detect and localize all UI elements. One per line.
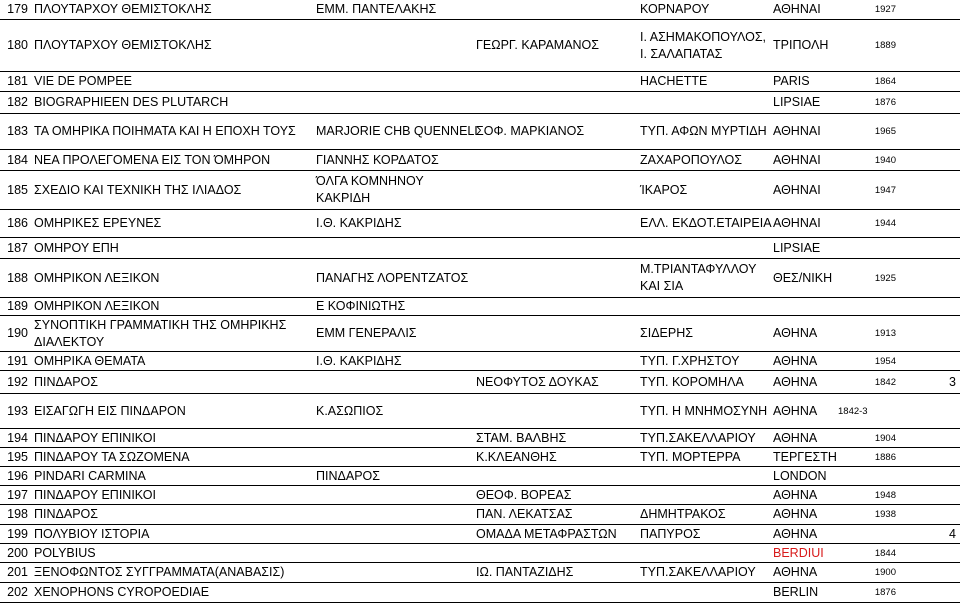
cell-author2: ΙΩ. ΠΑΝΤΑΖΙΔΗΣ — [476, 565, 574, 579]
cell-author1: ΓΙΑΝΝΗΣ ΚΟΡΔΑΤΟΣ — [316, 152, 439, 167]
cell-publisher: ΤΥΠ.ΣΑΚΕΛΛΑΡΙΟΥ — [640, 430, 756, 445]
cell-title: VIE DE POMPEE — [34, 74, 132, 88]
cell-num: 193 — [7, 403, 28, 418]
cell-extra: 3 — [949, 374, 956, 389]
cell-publisher: ΤΥΠ. ΚΟΡΟΜΗΛΑ — [640, 374, 744, 389]
table-row — [0, 429, 960, 448]
cell-title: ΕΙΣΑΓΩΓΗ ΕΙΣ ΠΙΝΔΑΡΟΝ — [34, 403, 186, 418]
cell-publisher: ΕΛΛ. ΕΚΔΟΤ.ΕΤΑΙΡΕΙΑ — [640, 216, 772, 230]
table-row — [0, 114, 960, 150]
cell-author2 — [476, 467, 636, 485]
cell-author2 — [476, 394, 636, 428]
cell-num: 181 — [7, 74, 28, 88]
cell-author2: Κ.ΚΛΕΑΝΘΗΣ — [476, 449, 557, 464]
cell-city: ΑΘΗΝΑΙ — [773, 216, 821, 230]
cell-year: 1925 — [874, 272, 896, 284]
cell-city: ΑΘΗΝΑ — [773, 526, 818, 541]
cell-author2 — [476, 238, 636, 258]
table-row — [0, 467, 960, 486]
cell-city: BERLIN — [773, 585, 819, 599]
table-row — [0, 259, 960, 298]
cell-year — [834, 525, 898, 543]
table-row — [0, 486, 960, 505]
cell-publisher: Μ.ΤΡΙΑΝΤΑΦΥΛΛΟΥ ΚΑΙ ΣΙΑ — [640, 262, 757, 293]
cell-city: ΑΘΗΝΑΙ — [773, 2, 821, 16]
cell-publisher — [640, 544, 770, 562]
cell-num: 190 — [7, 326, 28, 340]
cell-num: 183 — [7, 124, 28, 138]
cell-num: 182 — [7, 95, 28, 109]
cell-publisher: Ι. ΑΣΗΜΑΚΟΠΟΥΛΟΣ, Ι. ΣΑΛΑΠΑΤΑΣ — [640, 29, 767, 61]
table-row — [0, 448, 960, 467]
cell-author2 — [476, 298, 636, 315]
cell-publisher: ΚΟΡΝΑΡΟΥ — [640, 2, 710, 16]
cell-num: 188 — [7, 270, 28, 285]
cell-year: 1938 — [874, 509, 896, 520]
cell-publisher: ΔΗΜΗΤΡΑΚΟΣ — [640, 507, 726, 521]
cell-publisher: HACHETTE — [640, 74, 708, 88]
cell-city: LONDON — [773, 468, 827, 483]
cell-city: LIPSIAE — [773, 240, 821, 255]
cell-publisher: ΖΑΧΑΡΟΠΟΥΛΟΣ — [640, 152, 743, 167]
cell-publisher — [640, 486, 770, 504]
table-row — [0, 394, 960, 429]
table-row — [0, 20, 960, 72]
cell-title: ΠΙΝΔΑΡΟΥ ΕΠΙΝΙΚΟΙ — [34, 487, 156, 502]
cell-title: ΤΑ ΟΜΗΡΙΚΑ ΠΟΙΗΜΑΤΑ ΚΑΙ Η ΕΠΟΧΗ ΤΟΥΣ — [34, 124, 296, 138]
cell-publisher: ΠΑΠΥΡΟΣ — [640, 526, 701, 541]
cell-author1 — [316, 238, 476, 258]
cell-extra — [900, 298, 960, 315]
cell-city: ΑΘΗΝΑ — [773, 487, 818, 502]
cell-year: 1948 — [874, 489, 896, 501]
cell-extra — [900, 259, 960, 297]
cell-author2: ΠΑΝ. ΛΕΚΑΤΣΑΣ — [476, 507, 573, 521]
cell-author2 — [476, 583, 636, 602]
cell-title: ΟΜΗΡΟΥ ΕΠΗ — [34, 240, 119, 255]
cell-year: 1876 — [874, 97, 896, 108]
cell-year: 1889 — [874, 40, 896, 51]
cell-author1 — [316, 505, 476, 524]
cell-author1: ΕΜΜ. ΠΑΝΤΕΛΑΚΗΣ — [316, 2, 437, 16]
cell-author1 — [316, 563, 476, 582]
cell-title: ΠΙΝΔΑΡΟΣ — [34, 374, 99, 389]
cell-author2 — [476, 316, 636, 351]
cell-author1 — [316, 72, 476, 91]
cell-title: BIOGRAPHIEEN DES PLUTARCH — [34, 95, 229, 109]
cell-publisher — [640, 583, 770, 602]
cell-num: 195 — [7, 449, 28, 464]
cell-title: ΟΜΗΡΙΚΑ ΘΕΜΑΤΑ — [34, 353, 146, 368]
cell-year: 1940 — [874, 154, 896, 166]
cell-publisher — [640, 298, 770, 315]
cell-author1: Ε ΚΟΦΙΝΙΩΤΗΣ — [316, 299, 406, 313]
cell-author2: ΣΟΦ. ΜΑΡΚΙΑΝΟΣ — [476, 124, 585, 138]
cell-author1: ΌΛΓΑ ΚΟΜΝΗΝΟΥ ΚΑΚΡΙΔΗ — [316, 174, 424, 205]
table-row — [0, 238, 960, 259]
cell-city: ΑΘΗΝΑ — [773, 326, 818, 340]
cell-author2: ΘΕΟΦ. ΒΟΡΕΑΣ — [476, 487, 572, 502]
cell-author1: ΠΑΝΑΓΗΣ ΛΟΡΕΝΤΖΑΤΟΣ — [316, 270, 469, 285]
cell-author2: ΟΜΑΔΑ ΜΕΤΑΦΡΑΣΤΩΝ — [476, 526, 617, 541]
cell-num: 184 — [7, 152, 28, 167]
cell-city: ΑΘΗΝΑ — [773, 507, 818, 521]
cell-author1 — [316, 92, 476, 113]
table-row — [0, 352, 960, 371]
cell-city: BERDIUI — [773, 545, 824, 560]
cell-extra — [900, 150, 960, 170]
cell-year: 1876 — [874, 587, 896, 598]
cell-extra — [900, 114, 960, 149]
cell-publisher — [640, 92, 770, 113]
cell-city: ΑΘΗΝΑ — [773, 403, 818, 418]
cell-publisher — [640, 467, 770, 485]
cell-year: 1900 — [874, 567, 896, 578]
table-row — [0, 563, 960, 583]
cell-publisher: ΤΥΠ. Η ΜΝΗΜΟΣΥΝΗ — [640, 403, 768, 418]
cell-year: 1844 — [874, 547, 896, 559]
cell-city: ΑΘΗΝΑΙ — [773, 124, 821, 138]
cell-title: XENOPHONS CYROPOEDIAE — [34, 585, 210, 599]
cell-author2 — [476, 544, 636, 562]
cell-num: 187 — [7, 240, 28, 255]
cell-publisher — [640, 238, 770, 258]
cell-city: ΤΕΡΓΕΣΤΗ — [773, 449, 837, 464]
cell-extra — [900, 486, 960, 504]
cell-num: 202 — [7, 585, 28, 599]
table-row — [0, 525, 960, 544]
table-row — [0, 92, 960, 114]
cell-author1: ΠΙΝΔΑΡΟΣ — [316, 468, 381, 483]
cell-author1: Ι.Θ. ΚΑΚΡΙΔΗΣ — [316, 216, 402, 230]
cell-extra — [900, 394, 960, 428]
cell-author1 — [316, 448, 476, 466]
cell-extra — [900, 583, 960, 602]
cell-extra: 4 — [949, 526, 956, 541]
cell-title: ΞΕΝΟΦΩΝΤΟΣ ΣΥΓΓΡΑΜΜΑΤΑ(ΑΝΑΒΑΣΙΣ) — [34, 565, 285, 579]
cell-year: 1954 — [874, 355, 896, 367]
cell-author1: MARJORIE CHB QUENNELL — [316, 124, 482, 138]
cell-extra — [900, 505, 960, 524]
cell-city: PARIS — [773, 74, 810, 88]
cell-num: 180 — [7, 38, 28, 52]
cell-year — [834, 298, 898, 315]
cell-extra — [900, 0, 960, 19]
cell-year: 1965 — [874, 126, 896, 137]
cell-year: 1842-3 — [838, 405, 868, 417]
cell-extra — [900, 316, 960, 351]
cell-author2 — [476, 210, 636, 237]
cell-year — [834, 238, 898, 258]
cell-title: ΠΛΟΥΤΑΡΧΟΥ ΘΕΜΙΣΤΟΚΛΗΣ — [34, 38, 212, 52]
cell-author2 — [476, 150, 636, 170]
cell-publisher: ΊΚΑΡΟΣ — [640, 182, 688, 197]
cell-extra — [900, 171, 960, 209]
cell-title: ΠΟΛΥΒΙΟΥ ΙΣΤΟΡΙΑ — [34, 526, 150, 541]
table-row — [0, 171, 960, 210]
cell-num: 179 — [7, 2, 28, 16]
cell-author1 — [316, 429, 476, 447]
cell-publisher: ΣΙΔΕΡΗΣ — [640, 326, 693, 340]
cell-num: 198 — [7, 507, 28, 521]
cell-title: ΠΙΝΔΑΡΟΥ ΕΠΙΝΙΚΟΙ — [34, 430, 156, 445]
table-row — [0, 505, 960, 525]
cell-title: ΣΧΕΔΙΟ ΚΑΙ ΤΕΧΝΙΚΗ ΤΗΣ ΙΛΙΑΔΟΣ — [34, 182, 242, 197]
cell-title: ΠΙΝΔΑΡΟΣ — [34, 507, 99, 521]
cell-extra — [900, 238, 960, 258]
cell-title: ΠΙΝΔΑΡΟΥ ΤΑ ΣΩΖΟΜΕΝΑ — [34, 449, 190, 464]
cell-publisher: ΤΥΠ. Γ.ΧΡΗΣΤΟΥ — [640, 353, 740, 368]
cell-year: 1944 — [874, 218, 896, 229]
cell-num: 196 — [7, 468, 28, 483]
cell-author1: Κ.ΑΣΩΠΙΟΣ — [316, 403, 384, 418]
table-row — [0, 544, 960, 563]
cell-extra — [900, 20, 960, 71]
cell-num: 189 — [7, 299, 28, 313]
cell-title: ΣΥΝΟΠΤΙΚΗ ΓΡΑΜΜΑΤΙΚΗ ΤΗΣ ΟΜΗΡΙΚΗΣ ΔΙΑΛΕΚΤΟΥ — [34, 317, 287, 349]
cell-extra — [900, 563, 960, 582]
cell-author1 — [316, 371, 476, 393]
cell-extra — [900, 72, 960, 91]
cell-extra — [900, 210, 960, 237]
cell-year — [834, 467, 898, 485]
cell-num: 200 — [7, 545, 28, 560]
table-row — [0, 583, 960, 603]
cell-city: LIPSIAE — [773, 95, 821, 109]
cell-author2 — [476, 352, 636, 370]
cell-author2 — [476, 171, 636, 209]
cell-city: ΑΘΗΝΑ — [773, 565, 818, 579]
cell-num: 186 — [7, 216, 28, 230]
table-row — [0, 0, 960, 20]
cell-author2: ΝΕΟΦΥΤΟΣ ΔΟΥΚΑΣ — [476, 374, 599, 389]
table-row — [0, 316, 960, 352]
cell-year: 1842 — [874, 376, 896, 388]
cell-author1 — [316, 583, 476, 602]
table-row — [0, 72, 960, 92]
cell-author2 — [476, 259, 636, 297]
cell-num: 201 — [7, 565, 28, 579]
cell-author1 — [316, 486, 476, 504]
cell-title: ΟΜΗΡΙΚΟΝ ΛΕΞΙΚΟΝ — [34, 270, 160, 285]
cell-city: ΘΕΣ/ΝΙΚΗ — [773, 270, 833, 285]
cell-year: 1947 — [874, 184, 896, 196]
cell-extra — [900, 429, 960, 447]
cell-num: 194 — [7, 430, 28, 445]
cell-city: ΑΘΗΝΑ — [773, 430, 818, 445]
cell-author2 — [476, 72, 636, 91]
cell-publisher: ΤΥΠ.ΣΑΚΕΛΛΑΡΙΟΥ — [640, 565, 756, 579]
table-row — [0, 298, 960, 316]
cell-city: ΑΘΗΝΑ — [773, 353, 818, 368]
cell-title: PINDARI CARMINA — [34, 468, 146, 483]
cell-publisher: ΤΥΠ. ΜΟΡΤΕΡΡΑ — [640, 449, 741, 464]
cell-author2 — [476, 92, 636, 113]
cell-year: 1864 — [874, 76, 896, 87]
cell-city: ΑΘΗΝΑΙ — [773, 152, 821, 167]
cell-title: ΠΛΟΥΤΑΡΧΟΥ ΘΕΜΙΣΤΟΚΛΗΣ — [34, 2, 212, 16]
cell-title: ΟΜΗΡΙΚΟΝ ΛΕΞΙΚΟΝ — [34, 299, 160, 313]
cell-num: 192 — [7, 374, 28, 389]
cell-extra — [900, 544, 960, 562]
cell-num: 185 — [7, 182, 28, 197]
cell-title: ΟΜΗΡΙΚΕΣ ΕΡΕΥΝΕΣ — [34, 216, 162, 230]
cell-author1 — [316, 525, 476, 543]
cell-author1: Ι.Θ. ΚΑΚΡΙΔΗΣ — [316, 353, 402, 368]
cell-year: 1927 — [874, 4, 896, 15]
cell-city: ΤΡΙΠΟΛΗ — [773, 38, 829, 52]
cell-extra — [900, 352, 960, 370]
cell-author1 — [316, 544, 476, 562]
cell-title: ΝΕΑ ΠΡΟΛΕΓΟΜΕΝΑ ΕΙΣ ΤΟΝ ΌΜΗΡΟΝ — [34, 152, 271, 167]
cell-title: POLYBIUS — [34, 545, 96, 560]
cell-author1: ΕΜΜ ΓΕΝΕΡΑΛΙΣ — [316, 326, 417, 340]
cell-publisher: ΤΥΠ. ΑΦΩΝ ΜΥΡΤΙΔΗ — [640, 124, 767, 138]
cell-city: ΑΘΗΝΑ — [773, 374, 818, 389]
cell-author1 — [316, 20, 476, 71]
cell-extra — [900, 92, 960, 113]
table-row — [0, 210, 960, 238]
table-row — [0, 150, 960, 171]
cell-author2: ΓΕΩΡΓ. ΚΑΡΑΜΑΝΟΣ — [476, 38, 600, 52]
cell-author2: ΣΤΑΜ. ΒΑΛΒΗΣ — [476, 430, 567, 445]
cell-author2 — [476, 0, 636, 19]
cell-num: 197 — [7, 487, 28, 502]
cell-year: 1913 — [874, 328, 896, 339]
cell-num: 191 — [7, 353, 28, 368]
cell-year: 1904 — [874, 432, 896, 444]
cell-extra — [900, 467, 960, 485]
cell-city: ΑΘΗΝΑΙ — [773, 182, 821, 197]
cell-extra — [900, 448, 960, 466]
cell-city — [773, 298, 833, 315]
table-row — [0, 371, 960, 394]
cell-year: 1886 — [874, 451, 896, 463]
cell-num: 199 — [7, 526, 28, 541]
